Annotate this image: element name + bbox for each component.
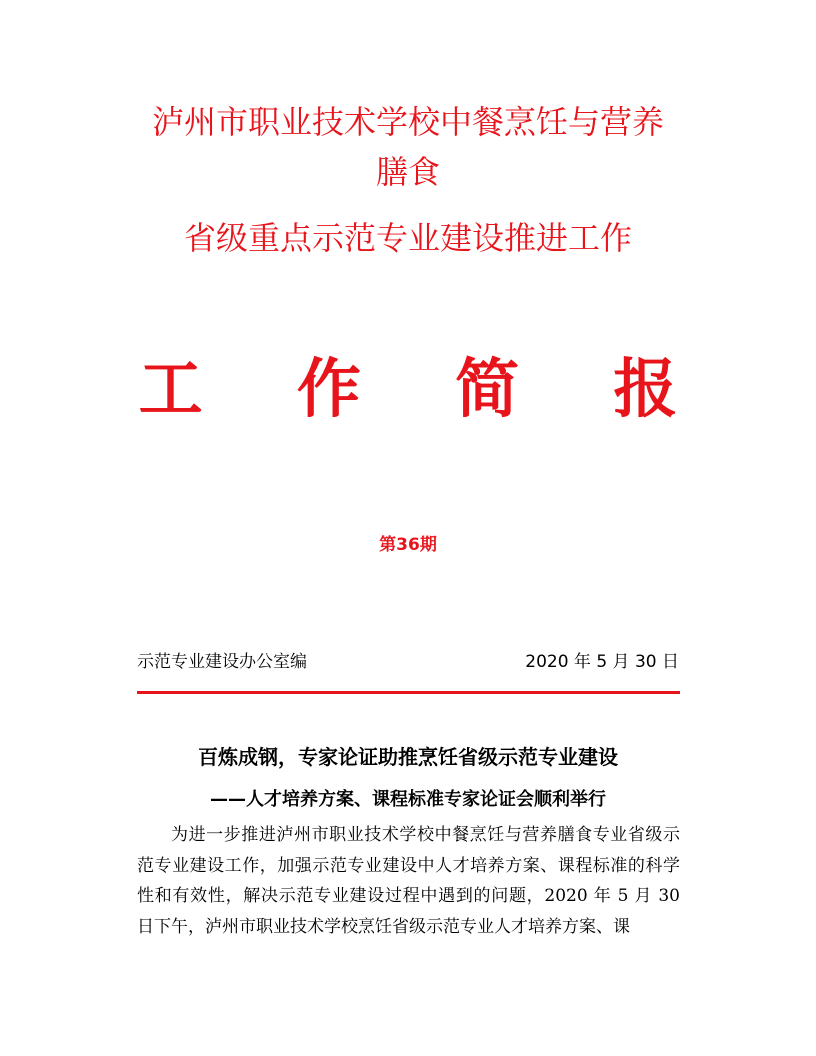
header-title-line-1: 泸州市职业技术学校中餐烹饪与营养 [151, 103, 664, 141]
issue-number: 第36期 [379, 535, 437, 555]
article-title: 百炼成钢，专家论证助推烹饪省级示范专业建设 [198, 745, 618, 769]
article-subtitle: ——人才培养方案、课程标准专家论证会顺利举行 [210, 789, 606, 810]
publish-date: 2020 年 5 月 30 日 [525, 652, 679, 672]
header-title-line-2: 膳食 [375, 153, 440, 191]
masthead-title: 工 作 简 报 [138, 353, 714, 427]
article-body: 为进一步推进泸州市职业技术学校中餐烹饪与营养膳食专业省级示范专业建设工作，加强示范专业建设中人才培养方案、课程标准的科学性和有效性，解决示范专业建设过程中遇到的问题，2020 年 5 月 30 日下午，泸州市职业技术学校烹饪省级示范专业人才培养方案、课 [137, 825, 680, 937]
red-divider [137, 691, 680, 694]
editor-label: 示范专业建设办公室编 [137, 652, 307, 672]
header-title-line-3: 省级重点示范专业建设推进工作 [183, 219, 632, 257]
